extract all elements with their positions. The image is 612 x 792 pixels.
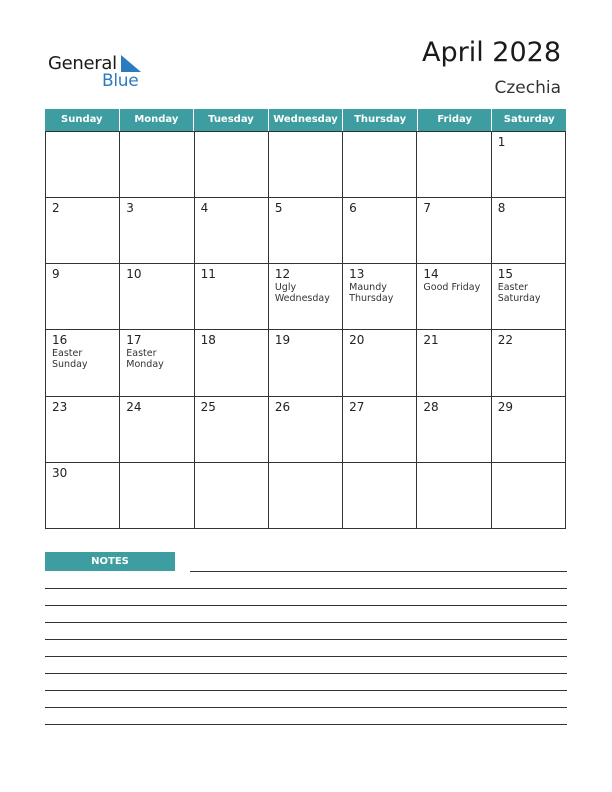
holiday-label: Easter Saturday <box>497 282 541 305</box>
day-cell <box>120 463 194 529</box>
day-number: 19 <box>274 333 291 348</box>
generalblue-logo <box>48 52 148 92</box>
holiday-label: Easter Monday <box>126 348 164 371</box>
day-cell <box>417 397 491 463</box>
day-number: 11 <box>200 267 216 282</box>
day-cell <box>46 264 120 330</box>
calendar <box>45 109 566 529</box>
day-cell <box>195 198 269 264</box>
day-number: 17 <box>126 333 142 348</box>
holiday-label: Good Friday <box>423 282 481 294</box>
notes-line <box>45 605 567 606</box>
day-number: 21 <box>423 333 439 348</box>
day-number: 24 <box>126 399 142 414</box>
notes-line <box>190 571 567 572</box>
day-number: 7 <box>423 201 432 216</box>
day-number: 28 <box>423 399 439 414</box>
notes-label: NOTES <box>45 552 175 571</box>
day-number: 26 <box>274 399 291 414</box>
day-cell <box>195 264 269 330</box>
day-number: 27 <box>349 399 365 414</box>
day-number: 10 <box>126 267 142 282</box>
weekday-thursday: Thursday <box>343 109 418 131</box>
calendar-title: April 2028 <box>421 37 561 68</box>
day-cell <box>195 463 269 529</box>
day-cell <box>120 330 194 396</box>
weekday-wednesday: Wednesday <box>269 109 344 131</box>
day-cell <box>492 397 566 463</box>
day-number: 6 <box>349 201 357 216</box>
notes-line <box>45 588 567 589</box>
day-cell <box>120 198 194 264</box>
day-cell <box>195 132 269 198</box>
day-number: 22 <box>497 333 513 348</box>
day-cell <box>46 132 120 198</box>
notes-line <box>45 673 567 674</box>
country-name: Czechia <box>494 78 561 98</box>
day-cell <box>46 397 120 463</box>
notes-line <box>45 656 567 657</box>
day-cell <box>269 397 343 463</box>
logo-triangle-icon <box>121 55 141 72</box>
day-number: 12 <box>274 267 291 282</box>
day-cell <box>343 463 417 529</box>
day-grid <box>45 131 566 529</box>
holiday-label: Ugly Wednesday <box>274 282 330 305</box>
day-cell <box>492 463 566 529</box>
day-cell <box>343 198 417 264</box>
day-cell <box>417 463 491 529</box>
notes-line <box>45 690 567 691</box>
day-number: 25 <box>200 399 216 414</box>
day-cell <box>46 463 120 529</box>
weekday-tuesday: Tuesday <box>194 109 269 131</box>
weekday-saturday: Saturday <box>503 114 555 125</box>
day-number: 3 <box>126 201 134 216</box>
day-cell <box>195 397 269 463</box>
day-number: 23 <box>52 399 68 414</box>
day-number: 1 <box>497 135 506 149</box>
day-cell <box>417 264 491 330</box>
notes-line <box>45 639 567 640</box>
day-cell <box>46 330 120 396</box>
day-number: 8 <box>497 201 506 216</box>
day-cell <box>492 264 566 330</box>
day-number: 29 <box>497 399 513 414</box>
notes-line <box>45 707 567 708</box>
day-cell <box>492 198 566 264</box>
holiday-label: Maundy Thursday <box>349 282 394 305</box>
logo-text-general: General <box>48 53 117 74</box>
notes-line <box>45 724 567 725</box>
day-number: 2 <box>52 201 60 216</box>
day-cell <box>343 132 417 198</box>
day-cell <box>492 132 566 198</box>
day-cell <box>269 330 343 396</box>
day-cell <box>120 397 194 463</box>
day-cell <box>417 330 491 396</box>
day-number: 16 <box>52 333 68 348</box>
weekday-sunday: Sunday <box>45 109 120 131</box>
day-cell <box>343 330 417 396</box>
day-cell <box>195 330 269 396</box>
day-number: 5 <box>274 201 283 216</box>
day-cell <box>269 264 343 330</box>
holiday-label: Easter Sunday <box>52 348 88 371</box>
day-cell <box>120 264 194 330</box>
day-cell <box>269 198 343 264</box>
day-cell <box>417 132 491 198</box>
day-number: 9 <box>52 267 60 282</box>
notes-line <box>45 622 567 623</box>
day-cell <box>343 397 417 463</box>
weekday-monday: Monday <box>120 109 195 131</box>
day-cell <box>269 132 343 198</box>
logo-text-blue: Blue <box>102 71 139 91</box>
day-cell <box>120 132 194 198</box>
day-number: 20 <box>349 333 365 348</box>
weekday-friday: Friday <box>418 109 493 131</box>
day-cell <box>46 198 120 264</box>
day-number: 13 <box>349 267 365 282</box>
day-number: 18 <box>200 333 216 348</box>
day-number: 4 <box>200 201 209 216</box>
weekday-header-row <box>45 109 566 131</box>
day-number: 30 <box>52 465 68 480</box>
day-cell <box>417 198 491 264</box>
day-number: 15 <box>497 267 513 282</box>
day-cell <box>269 463 343 529</box>
day-cell <box>343 264 417 330</box>
day-cell <box>492 330 566 396</box>
day-number: 14 <box>423 267 439 282</box>
